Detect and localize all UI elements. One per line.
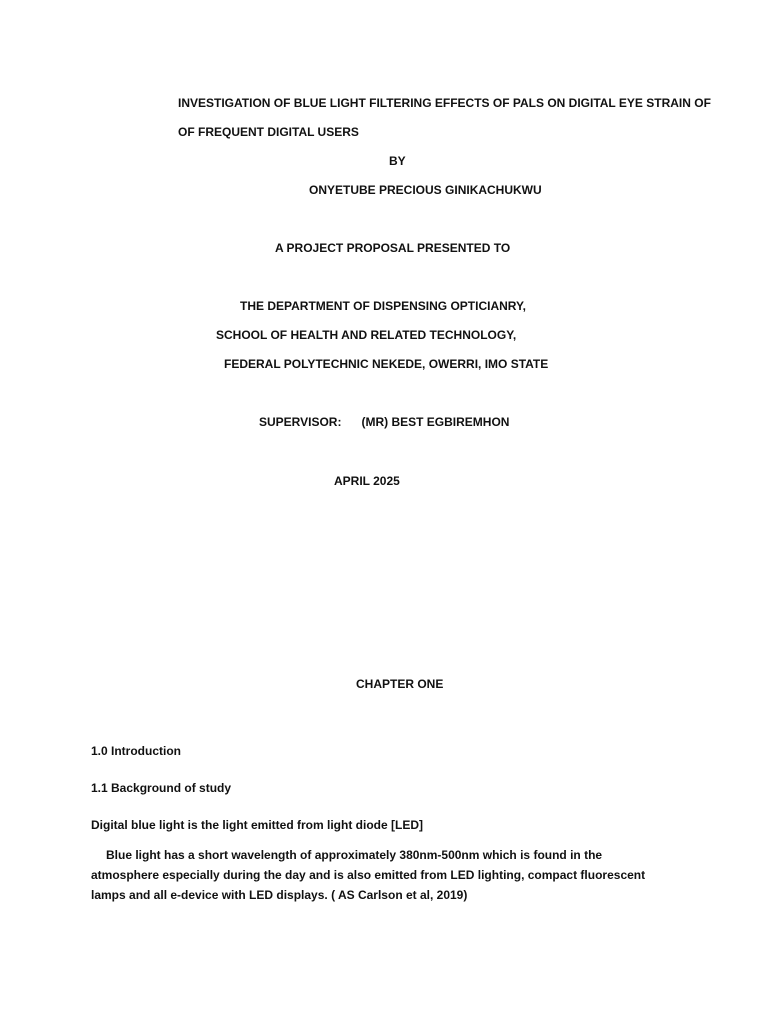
school-line: SCHOOL OF HEALTH AND RELATED TECHNOLOGY, [216, 328, 517, 342]
title-line-1: INVESTIGATION OF BLUE LIGHT FILTERING EFFECTS OF PALS ON DIGITAL EYE STRAIN OF [178, 96, 711, 110]
body-paragraph [91, 845, 651, 905]
supervisor-label: SUPERVISOR: [259, 415, 342, 429]
department-line: THE DEPARTMENT OF DISPENSING OPTICIANRY, [240, 299, 527, 313]
proposal-line: A PROJECT PROPOSAL PRESENTED TO [275, 241, 511, 255]
body-paragraph-text: Blue light has a short wavelength of approximately 380nm-500nm which is found in the atmosphere especially during the day and is also emitted from LED lighting, compact fluorescent lamps and all e-device with LED displays. ( AS Carlson et al, 2019) [91, 848, 646, 902]
author-name: ONYETUBE PRECIOUS GINIKACHUKWU [309, 183, 542, 197]
section-background: 1.1 Background of study [91, 781, 232, 795]
chapter-heading: CHAPTER ONE [356, 677, 444, 691]
institution-line: FEDERAL POLYTECHNIC NEKEDE, OWERRI, IMO STATE [224, 357, 549, 371]
title-line-2: OF FREQUENT DIGITAL USERS [178, 125, 359, 139]
supervisor-name: (MR) BEST EGBIREMHON [361, 415, 510, 429]
date-line: APRIL 2025 [334, 474, 400, 488]
by-label: BY [389, 154, 406, 168]
supervisor-line [259, 415, 509, 429]
definition-sentence: Digital blue light is the light emitted from light diode [LED] [91, 818, 423, 832]
section-introduction: 1.0 Introduction [91, 744, 181, 758]
